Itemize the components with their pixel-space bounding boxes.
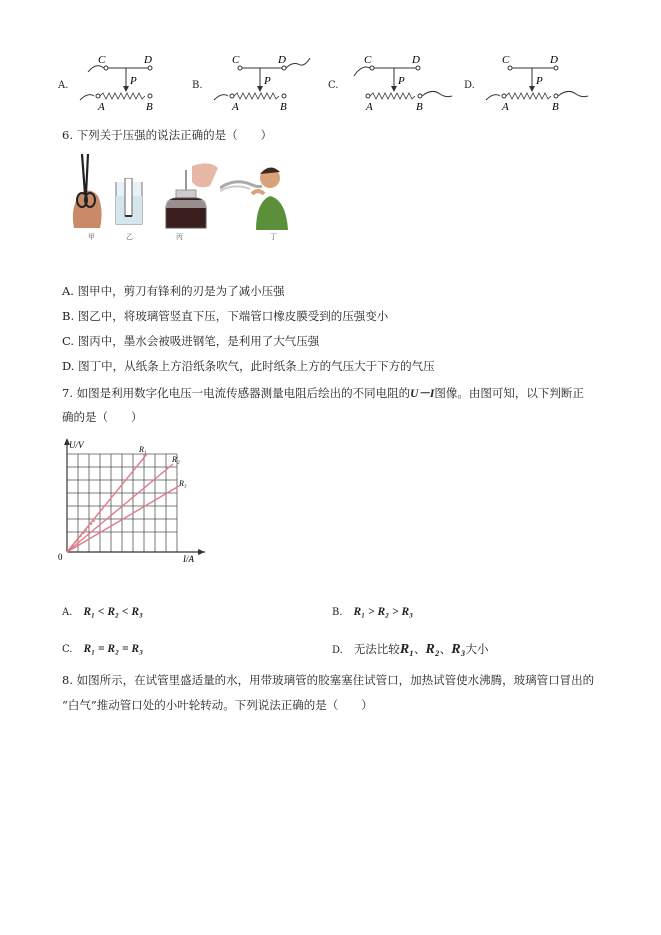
q5-option-a[interactable] — [58, 50, 178, 116]
svg-text:B: B — [280, 101, 287, 113]
q6-option-b[interactable]: B. 图乙中，将玻璃管竖直下压，下端管口橡皮膜受到的压强变小 — [62, 309, 389, 323]
r3-label: R₃ — [179, 479, 187, 488]
svg-text:C: C — [232, 54, 240, 66]
q7-stem-pre: 7. 如图是利用数字化电压一电流传感器测量电阻后绘出的不同电阻的 — [62, 386, 411, 400]
ink-bottle-image — [162, 160, 218, 230]
svg-text:D: D — [412, 54, 420, 66]
q6-option-c[interactable]: C. 图丙中，墨水会被吸进钢笔，是利用了大气压强 — [62, 334, 320, 348]
q7-stem-line2: 确的是（ ） — [62, 410, 143, 424]
svg-text:P: P — [264, 75, 271, 87]
svg-text:P: P — [536, 75, 543, 87]
q5-option-d[interactable] — [464, 50, 594, 116]
q5-circuit-diagram — [480, 50, 594, 116]
svg-text:A: A — [502, 101, 509, 113]
q5-option-label: A. — [58, 80, 69, 91]
q5-option-b[interactable] — [192, 50, 322, 116]
svg-text:P: P — [130, 75, 137, 87]
x-axis-label: I/A — [183, 554, 194, 564]
svg-text:A: A — [98, 101, 105, 113]
q5-circuit-diagram — [344, 50, 458, 116]
q5-option-label: D. — [464, 80, 475, 91]
svg-text:A: A — [366, 101, 373, 113]
scissors-hand-image — [68, 152, 104, 228]
svg-text:D: D — [550, 54, 558, 66]
svg-text:C: C — [502, 54, 510, 66]
q6-option-d[interactable]: D. 图丁中，从纸条上方沿纸条吹气，此时纸条上方的气压大于下方的气压 — [62, 359, 435, 373]
svg-text:A: A — [232, 101, 239, 113]
q5-option-c[interactable] — [328, 50, 458, 116]
q7-stem-post: 图像。由图可知，以下判断正 — [434, 386, 584, 400]
q7-stem-line1 — [62, 385, 584, 401]
q6-option-a[interactable]: A. 图甲中，剪刀有锋利的刃是为了减小压强 — [62, 284, 285, 298]
q5-option-label: C. — [328, 80, 339, 91]
q5-options — [0, 50, 661, 120]
r1-label: R₁ — [139, 445, 147, 454]
q5-option-label: B. — [192, 80, 203, 91]
terminal-d-label: D — [144, 54, 152, 66]
q7-stem-math: U－I — [410, 388, 435, 400]
caption-yi: 乙 — [126, 233, 133, 241]
svg-text:P: P — [398, 75, 405, 87]
svg-text:C: C — [364, 54, 372, 66]
beaker-tube-image — [114, 178, 144, 228]
y-axis-label: U/V — [69, 440, 84, 450]
svg-text:B: B — [146, 101, 153, 113]
boy-blowing-paper-image — [220, 164, 290, 230]
q7-option-c[interactable]: C. R₁ = R₂ = R₃ — [62, 643, 144, 655]
caption-jia: 甲 — [88, 233, 95, 241]
q6-figures — [68, 152, 288, 244]
q7-u-i-graph — [55, 436, 215, 570]
svg-text:B: B — [552, 101, 559, 113]
q5-circuit-diagram — [212, 50, 322, 116]
caption-bing: 丙 — [176, 233, 183, 241]
svg-text:B: B — [416, 101, 423, 113]
caption-ding: 丁 — [270, 233, 277, 241]
svg-text:D: D — [278, 54, 286, 66]
q6-stem: 6. 下列关于压强的说法正确的是（ ） — [62, 128, 273, 142]
q8-stem-line1: 8. 如图所示，在试管里盛适量的水，用带玻璃管的胶塞塞住试管口，加热试管使水沸腾，玻璃管口冒出的 — [62, 673, 595, 687]
q7-option-d[interactable]: D. 无法比较R₁、R₂、R₃大小 — [332, 642, 489, 657]
q5-circuit-diagram — [78, 50, 178, 116]
q7-option-b[interactable]: B. R₁ > R₂ > R₃ — [332, 606, 414, 618]
q7-option-a[interactable]: A. R₁ < R₂ < R₃ — [62, 606, 144, 618]
r2-label: R₂ — [172, 455, 180, 464]
q8-stem-line2: “白气”推动管口处的小叶轮转动。下列说法正确的是（ ） — [62, 698, 373, 712]
terminal-c-label: C — [98, 54, 106, 66]
origin-label: 0 — [58, 552, 63, 562]
